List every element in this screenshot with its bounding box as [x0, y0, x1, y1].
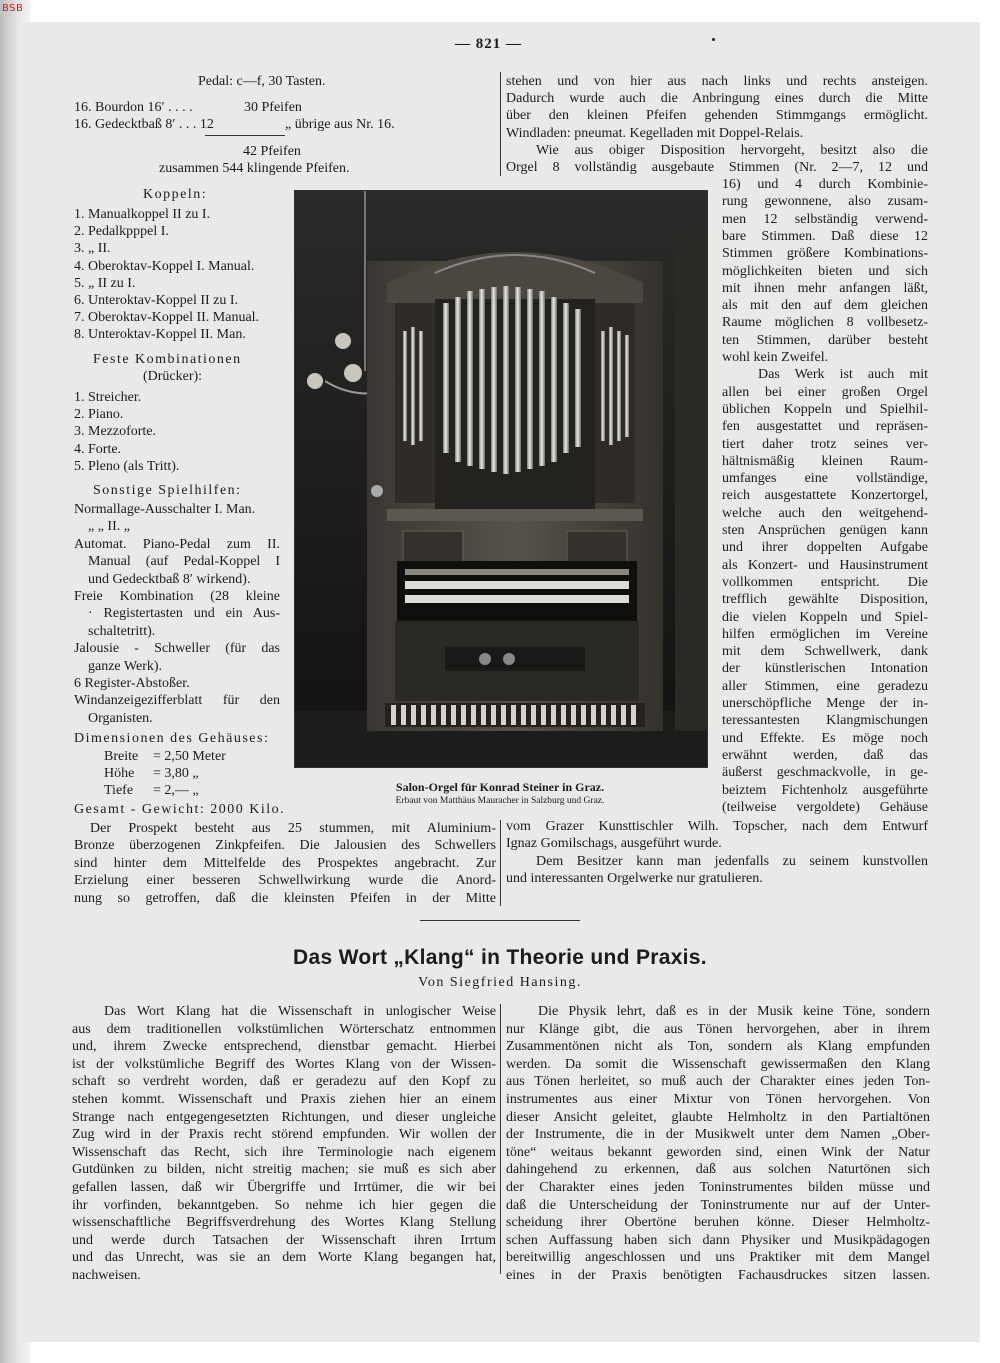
- article-line: instrumentes aus einer Mixtur von Tönen hervorgehen. Von: [506, 1092, 930, 1107]
- body-line: umfanges eine vollständige,: [722, 471, 928, 487]
- spielhilfe-item: Windanzeigezifferblatt für den: [74, 693, 280, 709]
- article-line: Zug wird in der Praxis recht störend empfunden. Wir wollen der: [72, 1127, 496, 1143]
- prospekt-line: Erzielung einer besseren Schwellwirkung wurde die Anord-: [74, 873, 496, 889]
- figure-caption-title: Salon-Orgel für Konrad Steiner in Graz.: [395, 780, 605, 794]
- dimension-value: = 2,— „: [153, 783, 199, 798]
- dimension-value: = 2,50 Meter: [153, 749, 226, 764]
- article-line: Die Physik lehrt, daß es in der Musik keine Töne, sondern: [538, 1004, 930, 1019]
- dimension-label: Tiefe: [104, 783, 134, 798]
- pedal-total: 42 Pfeifen: [243, 144, 301, 159]
- column-divider-article: [500, 1004, 501, 1274]
- body-line: und ihrer doppelten Aufgabe: [722, 540, 928, 556]
- article-line: wissenschaftliche Begriffsverdrehung des Wortes Klang Stellung: [72, 1215, 496, 1231]
- article-line: nur Klänge gibt, die aus Tönen hervorgehen, aber in ihrem: [506, 1021, 930, 1037]
- article-line: aus Tönen herleitet, so muß auch der Charakter eines jeden Ton-: [506, 1074, 930, 1090]
- pedalboard: [385, 703, 645, 727]
- spielhilfe-item: Automat. Piano-Pedal zum II.: [74, 536, 280, 552]
- body-line: men 12 selbständig verwend-: [722, 211, 928, 227]
- body-line: äußerst geschmackvolle, in ge-: [722, 765, 928, 781]
- body-line: reich ausgestattete Konzertorgel,: [722, 488, 928, 504]
- body-line: Das Werk ist auch mit: [758, 367, 928, 383]
- body-line: möglichkeiten bieten und sich: [722, 263, 928, 279]
- article-title: Das Wort „Klang“ in Theorie und Praxis.: [293, 946, 707, 969]
- sum-rule: [205, 135, 285, 136]
- prospekt-line: sind hinter dem Mittelfelde des Prospektes angebracht. Zur: [74, 855, 496, 871]
- article-line: schen Auffassung haben sich dann Physiker und Musikpädagogen: [506, 1232, 930, 1248]
- spielhilfe-item: · Registertasten und ein Aus-: [88, 606, 280, 622]
- article-line: töne“ weitaus bekannt geworden sind, einen Wink der Natur: [506, 1144, 930, 1160]
- koppel-item: 3. „ II.: [74, 241, 111, 256]
- body-line: beiztem Fichtenholz ausgeführte: [722, 782, 928, 798]
- spielhilfe-item: ganze Werk).: [88, 658, 163, 674]
- watermark-label: BSB: [2, 3, 24, 14]
- article-line: aus dem traditionellen volkstümlichen Wörterschatz entnommen: [72, 1021, 496, 1037]
- pedal-stop-value: 30 Pfeifen: [244, 100, 302, 115]
- pedal-stop-value: „ übrige aus Nr. 16.: [285, 117, 395, 132]
- koppel-item: 7. Oberoktav-Koppel II. Manual.: [74, 310, 260, 325]
- body-line: tiert daher trotz seines ver-: [722, 436, 928, 452]
- article-line: Zusammentönen nicht als Ton, sondern als Klang empfunden: [506, 1039, 930, 1055]
- article-line: Das Wort Klang hat die Wissenschaft in unlogischer Weise: [104, 1004, 496, 1019]
- body-line: ten Stimmen, darüber besteht: [722, 332, 928, 348]
- body-line: allen bei einer großen Orgel: [722, 384, 928, 400]
- article-line: ist der volkstümliche Begriff des Wortes Klang von der Wissen-: [72, 1056, 496, 1072]
- article-line: Wissenschaft das Recht, sich ihre Terminologie nach eigenem: [72, 1144, 496, 1160]
- body-line: als mit den auf dem gleichen: [722, 298, 928, 314]
- body-line: hilfen ermöglichen im Vereine: [722, 626, 928, 642]
- body-line: vom Grazer Kunsttischler Wilh. Topscher, nach dem Entwurf: [506, 819, 928, 834]
- body-line: Dadurch wurde auch die Anbringung eines durch die Mitte: [506, 91, 928, 107]
- body-line: teressantesten Klangmischungen: [722, 713, 928, 729]
- koppel-item: 5. „ II zu I.: [74, 276, 136, 291]
- body-line: 16) und 4 durch Kombinie-: [722, 177, 928, 192]
- koppel-item: 6. Unteroktav-Koppel II zu I.: [74, 293, 239, 308]
- page-number: — 821 —: [455, 36, 522, 52]
- kombination-item: 5. Pleno (als Tritt).: [74, 459, 180, 474]
- body-line: bare Stimmen. Daß diese 12: [722, 228, 928, 244]
- koppel-item: 8. Unteroktav-Koppel II. Man.: [74, 327, 246, 342]
- article-line: gefallen lassen, daß wir Übergriffe und Irrtümer, die wir bei: [72, 1180, 496, 1195]
- article-line: der Instrumente, die in der Musikwelt unter dem Namen „Ober-: [506, 1127, 930, 1143]
- figure-caption-subtitle: Erbaut von Matthäus Mauracher in Salzburg und Graz.: [395, 796, 605, 806]
- pedal-heading: Pedal: c—f, 30 Tasten.: [198, 74, 326, 89]
- body-line: der künstlerischen Intonation: [722, 661, 928, 677]
- body-line: sten Ansprüchen genügen kann: [722, 523, 928, 538]
- body-line: Dem Besitzer kann man jedenfalls zu seinem kunstvollen: [536, 853, 928, 869]
- article-line: schaft so verdreht worden, daß er geradezu auf den Kopf zu: [72, 1074, 496, 1090]
- body-line: rung gewonnene, also zusam-: [722, 194, 928, 210]
- dimensionen-heading: Dimensionen des Gehäuses:: [74, 731, 270, 746]
- article-line: der Charakter eines jeden Toninstrumentes bilden müsse und: [506, 1180, 930, 1195]
- article-line: ihr vorfinden, bekanntgeben. So nehme ich hier gegen die: [72, 1197, 496, 1213]
- kombination-item: 2. Piano.: [74, 407, 124, 422]
- body-line: und Effekte. Es möge noch: [722, 730, 928, 746]
- body-line: stehen und von hier aus nach links und rechts ansteigen.: [506, 74, 928, 89]
- article-line: bereitwillig angeschlossen und uns Praktiker mit dem Mangel: [506, 1250, 930, 1266]
- pedal-stop-label: 16. Bourdon 16′ . . . .: [74, 100, 193, 115]
- pedal-stop-label: 16. Gedecktbaß 8′ . . . 12: [74, 117, 214, 132]
- article-line: werden. Da somit die Wissenschaft gewissermaßen den Klang: [506, 1056, 930, 1072]
- body-line: mit dem Schwellwerk, dank: [722, 644, 928, 660]
- koppeln-heading: Koppeln:: [143, 187, 208, 202]
- kombination-item: 1. Streicher.: [74, 390, 142, 405]
- body-line: welche auch den weitgehend-: [722, 505, 928, 521]
- prospekt-line: nung so getroffen, daß die kleinsten Pfeifen in der Mitte: [74, 890, 496, 906]
- spielhilfe-item: schaltetritt).: [88, 623, 156, 639]
- grand-total: zusammen 544 klingende Pfeifen.: [159, 161, 350, 176]
- body-line: die vielen Koppeln und Spiel-: [722, 609, 928, 625]
- article-line: stehen kommt. Wissenschaft und Praxis ziehen hier an einem: [72, 1092, 496, 1107]
- body-line: als Konzert- und Hausinstrument: [722, 557, 928, 573]
- body-line: Wie aus obiger Disposition hervorgeht, besitzt also die: [536, 142, 928, 158]
- koppel-item: 2. Pedalkpppel I.: [74, 224, 169, 239]
- wall-panel: [675, 231, 708, 731]
- article-line: Strange nach entgegengesetzten Richtungen, und dieser ungleiche: [72, 1109, 496, 1125]
- body-line: Orgel 8 vollständig ausgebaute Stimmen (Nr. 2—7, 12 und: [506, 160, 928, 175]
- article-line: und das Unrecht, was sie an dem Worte Klang begangen hat,: [72, 1250, 496, 1266]
- column-divider-top-lower: [500, 820, 501, 906]
- print-dot: [712, 38, 715, 41]
- body-line: wohl kein Zweifel.: [722, 350, 829, 365]
- dimension-label: Breite: [104, 749, 139, 764]
- body-line: Ignaz Gomilschags, ausgeführt wurde.: [506, 836, 722, 852]
- body-line: (teilweise vergoldete) Gehäuse: [722, 799, 928, 815]
- body-line: unerschöpfliche Menge der in-: [722, 696, 928, 711]
- spielhilfe-item: 6 Register-Abstoßer.: [74, 676, 190, 691]
- article-line: und werde durch Tatsachen der Wissenschaft ihren Irrtum: [72, 1232, 496, 1248]
- dimension-label: Höhe: [104, 766, 135, 781]
- kombinationen-heading: Feste Kombinationen: [93, 352, 242, 367]
- article-line: nachweisen.: [72, 1268, 141, 1283]
- body-line: Raume möglichen 8 vollbesetz-: [722, 315, 928, 331]
- spielhilfe-item: Manual (auf Pedal-Koppel I: [88, 554, 280, 570]
- body-line: und interessanten Orgelwerke nur gratulieren.: [506, 870, 763, 886]
- body-line: über den kleinen Pfeifen gehenden Stimmgangs ermöglicht.: [506, 108, 928, 124]
- spielhilfe-item: „ „ II. „: [88, 519, 130, 535]
- prospekt-line: Der Prospekt besteht aus 25 stummen, mit Aluminium-: [90, 821, 496, 836]
- article-line: eines in der Praxis benötigten Fachausdruckes sitzen lassen.: [506, 1268, 930, 1283]
- spielhilfe-item: Organisten.: [88, 710, 153, 726]
- body-line: fen ausgestattet und repräsen-: [722, 419, 928, 435]
- article-line: dahingehend zu erkennen, daß aus solchen Naturtönen sich: [506, 1162, 930, 1178]
- prospekt-line: Bronze überzogenen Zinkpfeifen. Die Jalousien des Schwellers: [74, 838, 496, 854]
- console: [395, 561, 639, 701]
- koppel-item: 4. Oberoktav-Koppel I. Manual.: [74, 259, 255, 274]
- kombination-item: 3. Mezzoforte.: [74, 424, 157, 439]
- spielhilfe-item: Freie Kombination (28 kleine: [74, 589, 280, 604]
- spielhilfe-item: Normallage-Ausschalter I. Man.: [74, 502, 256, 517]
- organ-illustration: [295, 191, 708, 768]
- article-line: und, ihrem Zwecke entsprechend, dienstbar gemacht. Hierbei: [72, 1039, 496, 1055]
- body-line: Windladen: pneumat. Kegelladen mit Doppel-Relais.: [506, 125, 804, 141]
- section-separator: [420, 920, 580, 921]
- kombination-item: 4. Forte.: [74, 442, 122, 457]
- body-line: üblichen Koppeln und Spielhil-: [722, 401, 928, 417]
- body-line: erwähnt werden, daß das: [722, 747, 928, 763]
- column-divider-top: [500, 72, 501, 176]
- body-line: trefflich gewählte Disposition,: [722, 592, 928, 608]
- body-line: hältnismäßig kleinen Raum-: [722, 453, 928, 469]
- organ-photograph: [294, 190, 708, 768]
- body-line: Stimmen größere Kombinations-: [722, 246, 928, 262]
- gesamt-gewicht: Gesamt - Gewicht: 2000 Kilo.: [74, 802, 286, 817]
- dimension-value: = 3,80 „: [153, 766, 199, 781]
- body-line: aller Stimmen, eine geradezu: [722, 678, 928, 694]
- body-line: vollkommen entspricht. Die: [722, 574, 928, 590]
- article-line: daß die Unterscheidung der Toninstrumente nur auf der Unter-: [506, 1197, 930, 1213]
- body-line: mit ihnen mehr anfangen läßt,: [722, 280, 928, 296]
- koppel-item: 1. Manualkoppel II zu I.: [74, 207, 211, 222]
- kombinationen-subheading: (Drücker):: [143, 369, 203, 384]
- article-line: scheidung ihrer Obertöne beruhen könne. Dieser Helmholtz-: [506, 1215, 930, 1231]
- article-byline: Von Siegfried Hansing.: [418, 975, 582, 990]
- spielhilfe-item: Jalousie - Schweller (für das: [74, 641, 280, 657]
- spielhilfen-heading: Sonstige Spielhilfen:: [93, 483, 242, 498]
- article-line: dieser Ansicht geleitet, glaubte Helmholtz in den Partialtönen: [506, 1109, 930, 1125]
- article-line: Gutdünken zu bilden, nicht streitig machen; sie muß es sich aber: [72, 1162, 496, 1178]
- spielhilfe-item: und Gedecktbaß 8′ wirkend).: [88, 571, 251, 587]
